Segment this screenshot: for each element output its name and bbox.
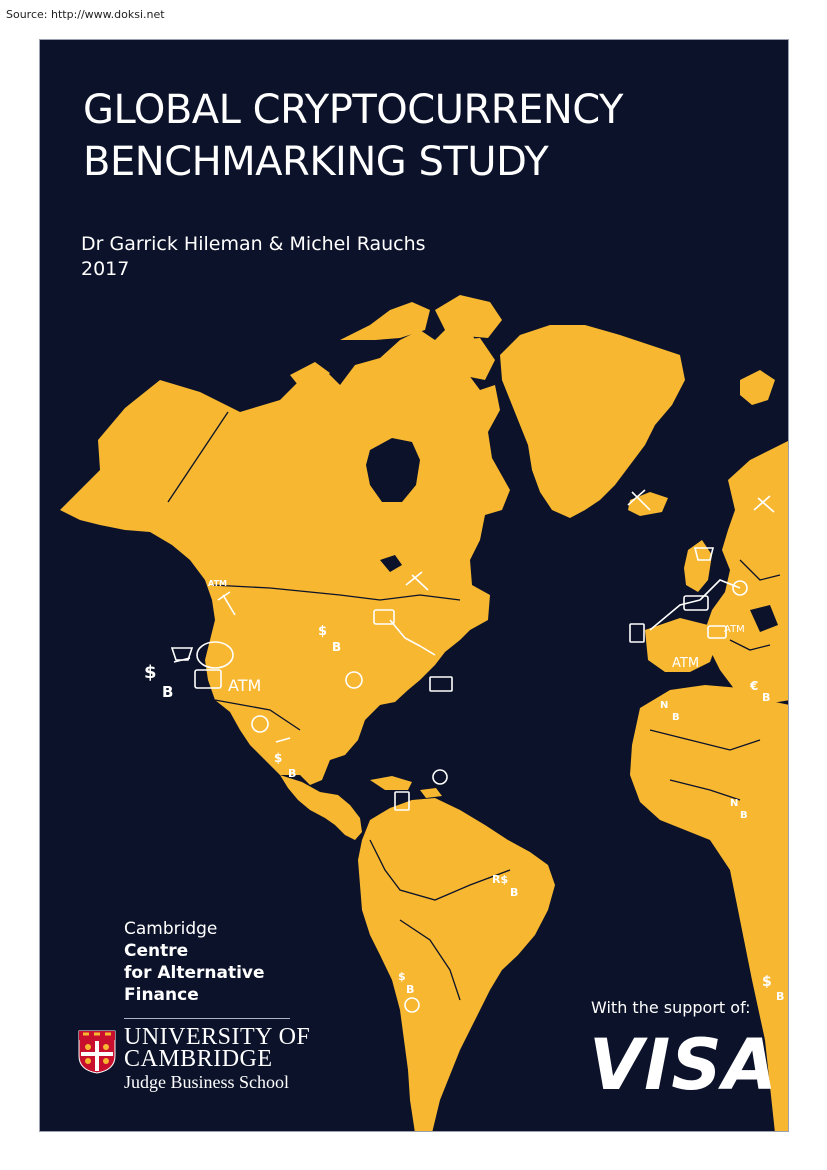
atm-label-spain: ATM [672,656,700,671]
visa-logo: VISA [589,1024,778,1106]
ccaf-logo [124,918,265,1006]
university-line-3: Judge Business School [124,1072,290,1092]
year: 2017 [81,258,130,280]
bitcoin-symbol-europe: B [762,691,771,704]
logo-divider [124,1018,290,1019]
atm-label-europe: ATM [724,624,745,635]
dollar-symbol-west: $ [144,662,157,683]
bitcoin-symbol-us: B [332,640,342,654]
bitcoin-symbol-west: B [162,683,174,701]
naira-symbol-west: N [660,700,669,711]
source-line: Source: http://www.doksi.net [6,8,165,21]
dollar-symbol-argentina: $ [398,970,406,983]
dollar-symbol-southafrica: $ [762,974,772,990]
ccaf-line-1: Cambridge [124,919,218,939]
dollar-symbol-us: $ [318,624,328,639]
bitcoin-symbol-mexico: B [288,767,297,780]
bitcoin-symbol-africa-east: B [740,810,748,821]
bitcoin-symbol-argentina: B [406,983,415,996]
cambridge-crest-icon [78,1030,116,1074]
title-line-1: GLOBAL CRYPTOCURRENCY [83,87,623,133]
naira-symbol-east: N [730,798,739,809]
report-title [83,84,623,188]
ccaf-line-3: for Alternative [124,963,265,983]
cover-page [39,39,789,1132]
bitcoin-symbol-southafrica: B [776,990,785,1003]
ccaf-line-4: Finance [124,985,199,1005]
bitcoin-symbol-africa-west: B [672,712,680,723]
atm-label-large: ATM [228,676,262,695]
title-line-2: BENCHMARKING STUDY [83,139,549,185]
support-text: With the support of: [591,998,751,1017]
authors-block [81,232,426,282]
university-line-1: UNIVERSITY OF [124,1024,311,1050]
euro-symbol: € [750,679,759,693]
authors: Dr Garrick Hileman & Michel Rauchs [81,233,426,255]
real-symbol: R$ [492,873,509,886]
atm-label-small: ATM [208,579,227,588]
ccaf-line-2: Centre [124,941,189,961]
dollar-symbol-mexico: $ [274,751,283,765]
bitcoin-symbol-brazil: B [510,886,519,899]
university-line-2: CAMBRIDGE [124,1046,273,1072]
